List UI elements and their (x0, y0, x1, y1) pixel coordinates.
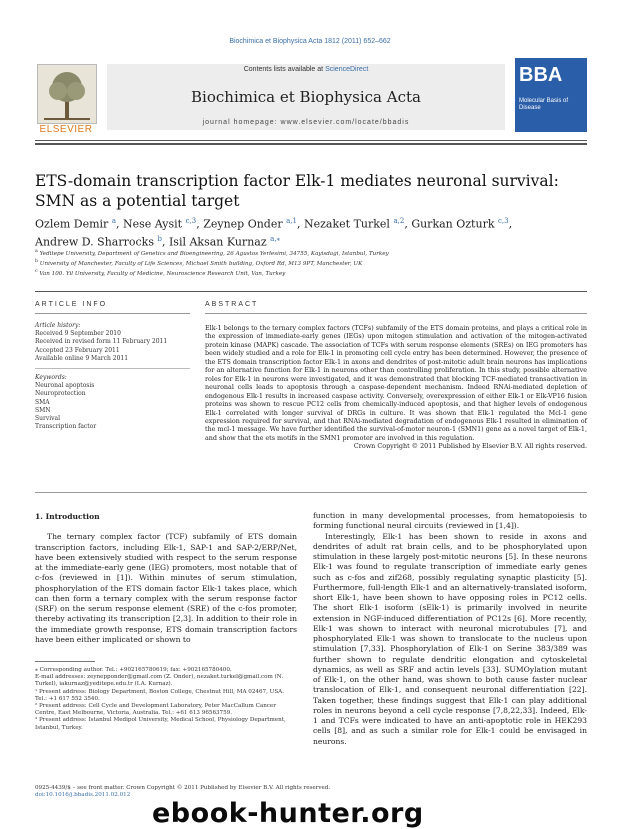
author: Ozlem Demir (35, 217, 109, 231)
keyword: SMN (35, 406, 51, 414)
right-column (313, 511, 587, 747)
corresponding-author-marker[interactable]: a,⁎ (270, 234, 281, 243)
history-item: Available online 9 March 2011 (35, 354, 129, 362)
keyword: SMA (35, 398, 50, 406)
journal-reference[interactable]: Biochimica et Biophysica Acta 1812 (2011) 652–662 (229, 38, 391, 45)
affiliation (35, 258, 587, 268)
journal-homepage[interactable]: journal homepage: www.elsevier.com/locate/bbadis (202, 119, 410, 126)
footnote: ⁎ Corresponding author. Tel.: +902165780619; fax: +902165780400. (35, 667, 232, 673)
affiliation-label: a (35, 249, 38, 254)
doi-link[interactable]: doi:10.1016/j.bbadis.2011.02.012 (35, 792, 131, 799)
abstract-copyright: Crown Copyright © 2011 Published by Elsevier B.V. All rights reserved. (353, 442, 587, 451)
affiliations (35, 248, 587, 278)
author-line-1: Ozlem Demir $^a$, Nese Aysit $^{c,3}$, Zeynep Onder $^{a,1}$, Nezaket Turkel $^{a,2}$, Gurkan Ozturk $^{c,3}$, (35, 217, 513, 231)
abstract-rule-bottom (35, 492, 587, 493)
issn-line: 0925-4439/$ – see front matter. Crown Copyright © 2011 Published by Elsevier B.V. All rights reserved. (35, 785, 331, 791)
journal-banner (107, 64, 505, 130)
author-affiliation-marker[interactable]: c,3 (185, 217, 197, 225)
keyword: Neuroprotection (35, 390, 86, 398)
author: Andrew D. Sharrocks (35, 235, 154, 249)
abstract-divider (205, 313, 587, 314)
keywords (35, 374, 190, 431)
elsevier-logo[interactable] (35, 64, 97, 136)
keyword: Neuronal apoptosis (35, 382, 95, 390)
affiliation-text: University of Manchester, Faculty of Life Sciences, Michael Smith building, Oxford Rd, M13 9PT, Manchester, UK (39, 260, 363, 267)
author: Zeynep Onder (203, 217, 283, 231)
intro-paragraph: Interestingly, Elk-1 has been shown to reside in axons and dendrites of adult rat brain cells, and to be phosphorylated upon stimulation in these largely post-mitotic neurons [5]. In these neurons Elk-1 was found to regulate transcription of immediate early genes such as c-fos and zif268, possibly regulating synaptic plasticity [5]. Furthermore, full-length Elk-1 and an alternatively-translated isoform, short Elk-1, have been shown to have opposing roles in PC12 cells. The short Elk-1 isoform (sElk-1) is primarily involved in neurite extension in NGF-induced differentiation of PC12s [6]. More recently, Elk-1 was shown to interact with neuronal microtubules [7], and phosphorylated Elk-1 was shown to translocate to the nucleus upon stimulation [7,33]. Phosphorylation of Elk-1 on Serine 383/389 was further shown to regulate dendritic elongation and cytoskeletal dynamics, as well as SRF and actin levels [33]. SUMOylation mutant of Elk-1, on the other hand, was shown to both cause faster nuclear translocation of Elk-1, and consequent neuronal differentiation [22]. Taken together, these findings suggest that Elk-1 can play additional roles in neurons beyond a cell cycle response [7,8,22,33]. Indeed, Elk-1 and TCFs were indicated to have an anti-apoptotic role in HEK293 cells [8], and as such a similar role for Elk-1 could be envisaged in neurons. (313, 531, 587, 746)
journal-cover-image[interactable] (515, 58, 587, 132)
author: Isil Aksan Kurnaz (168, 235, 267, 249)
author-affiliation-marker[interactable]: b (157, 234, 162, 243)
abstract-heading: ABSTRACT (205, 301, 259, 308)
author-affiliation-marker[interactable]: a,2 (393, 217, 405, 225)
history-item: Received in revised form 11 February 2011 (35, 338, 168, 346)
history-item: Accepted 23 February 2011 (35, 346, 120, 354)
cover-title: BBA (519, 64, 563, 86)
author-line-2: Andrew D. Sharrocks $^b$, Isil Aksan Kurnaz $^{a,⁎}$ (35, 234, 281, 249)
affiliation-text: Yeditepe University, Department of Genetics and Bioengineering, 26 Agustos Yerlesimi, 34755, Kayisdagi, Istanbul, Turkey (39, 250, 389, 257)
author: Nezaket Turkel (303, 217, 390, 231)
author-affiliation-marker[interactable]: c,3 (498, 217, 509, 225)
footnote: E-mail addresses: zeynepponder@gmail.com (Z. Onder), nezaket.turkel@gmail.com (N. Turkel), iakurnaz@yeditepe.edu.tr (I.A. Kurnaz). (35, 674, 284, 688)
section-heading: 1. Introduction (35, 512, 100, 521)
author: Gurkan Ozturk (411, 217, 495, 231)
abstract-text: Elk-1 belongs to the ternary complex factors (TCFs) subfamily of the ETS domain proteins, and plays a critical role in the expression of immediate-early genes (IEGs) upon mitogen stimulation and activation of the mitogen-activated protein kinase (MAPK) cascade. The association of TCFs with serum response elements (SREs) on IEG promoters has been widely studied and a role for Elk-1 in promoting cell cycle entry has been determined. However, the presence of the ETS domain transcription factor Elk-1 in axons and dendrites of post-mitotic adult brain neurons has implications for an alternative function for Elk-1 in neurons other than controlling proliferation. In this study, possible alternative roles for Elk-1 in neurons were investigated, and it was demonstrated that blocking TCF-mediated transactivation in neuronal cells leads to apoptosis through a caspase-dependent mechanism. Indeed RNAi-mediated depletion of endogenous Elk-1 results in increased caspase activity. Conversely, overexpression of either Elk-1 or Elk-VP16 fusion proteins was shown to rescue PC12 cells from chemically-induced apoptosis, and that higher levels of endogenous Elk-1 correlated with longer survival of DRGs in culture. It was shown that Elk-1 regulated the Mcl-1 gene expression required for survival, and that RNAi-mediated degradation of endogenous Elk-1 resulted in elimination of the mcl-1 message. We have further identified the survival-of-motor neuron-1 (SMN1) gene as a novel target of Elk-1, and show that the ets motifs in the SMN1 promoter are involved in this regulation. (205, 324, 587, 442)
elsevier-tree-icon (37, 64, 97, 124)
author: Nese Aysit (123, 217, 183, 231)
left-column (35, 512, 297, 645)
keywords-divider (35, 368, 190, 369)
cover-subtitle: Molecular Basis of Disease (519, 98, 569, 111)
contents-prefix: Contents lists available at (243, 66, 324, 73)
header-rule (35, 140, 587, 141)
keyword: Transcription factor (35, 423, 97, 431)
article-info-heading: ARTICLE INFO (35, 301, 108, 308)
affiliation-label: c (35, 268, 38, 274)
intro-paragraph-continued: function in many developmental processes, from hematopoiesis to forming functional neural circuits (reviewed in [1,4]). (313, 511, 587, 531)
author-list (35, 214, 587, 249)
article-title: ETS-domain transcription factor Elk-1 mediates neuronal survival: SMN as a potential target (35, 172, 559, 210)
history-label: Article history: (35, 322, 81, 329)
footnote: ³ Present address: Istanbul Medipol University, Medical School, Physiology Department, Istanbul, Turkey. (35, 717, 286, 731)
footnote: ¹ Present address: Biology Department, Boston College, Chestnut Hill, MA 02467, USA. Tel.: +1 617 552 3540. (35, 688, 284, 702)
article-history (35, 322, 190, 363)
intro-paragraph: The ternary complex factor (TCF) subfamily of ETS domain transcription factors, including Elk-1, SAP-1 and SAP-2/ERP/Net, have been extensively studied with respect to the serum response at the immediate-early gene (IEG) promoters, most notable that of c-fos (reviewed in [1]). Within minutes of serum stimulation, phosphorylation of the ETS domain factor Elk-1 takes place, which can then form a ternary complex with the serum response factor (SRF) on the serum response element (SRE) of the c-fos promoter, thereby activating its transcription [2,3]. In addition to their role in the immediate growth response, ETS domain transcription factors have been either implicated or shown to (35, 532, 297, 644)
contents-line (107, 66, 505, 73)
journal-title: Biochimica et Biophysica Acta (191, 88, 421, 106)
keywords-label: Keywords: (35, 374, 67, 381)
author-affiliation-marker[interactable]: a (111, 217, 116, 225)
footnote: ² Present address: Cell Cycle and Development Laboratory, Peter MacCallum Cancer Centre, East Melbourne, Victoria, Australia. Tel.: +61 613 96563759. (35, 703, 276, 717)
journal-header (35, 58, 587, 136)
info-rule-top (35, 291, 587, 292)
affiliation-text: Van 100. Yil University, Faculty of Medicine, Neuroscience Research Unit, Van, Turkey (39, 270, 286, 277)
author-affiliation-marker[interactable]: a,1 (286, 217, 297, 225)
sciencedirect-link[interactable]: ScienceDirect (325, 66, 369, 73)
affiliation (35, 248, 587, 258)
affiliation-label: b (35, 258, 38, 264)
watermark: ebook-hunter.org (152, 798, 424, 829)
keyword: Survival (35, 415, 61, 423)
abstract-body (205, 324, 587, 451)
footnotes (35, 667, 297, 732)
affiliation (35, 268, 587, 278)
info-divider (35, 313, 190, 314)
history-item: Received 9 September 2010 (35, 330, 121, 338)
publisher-name: ELSEVIER (39, 124, 93, 135)
footnote-rule (35, 661, 95, 662)
header-rule-thick (35, 143, 587, 145)
